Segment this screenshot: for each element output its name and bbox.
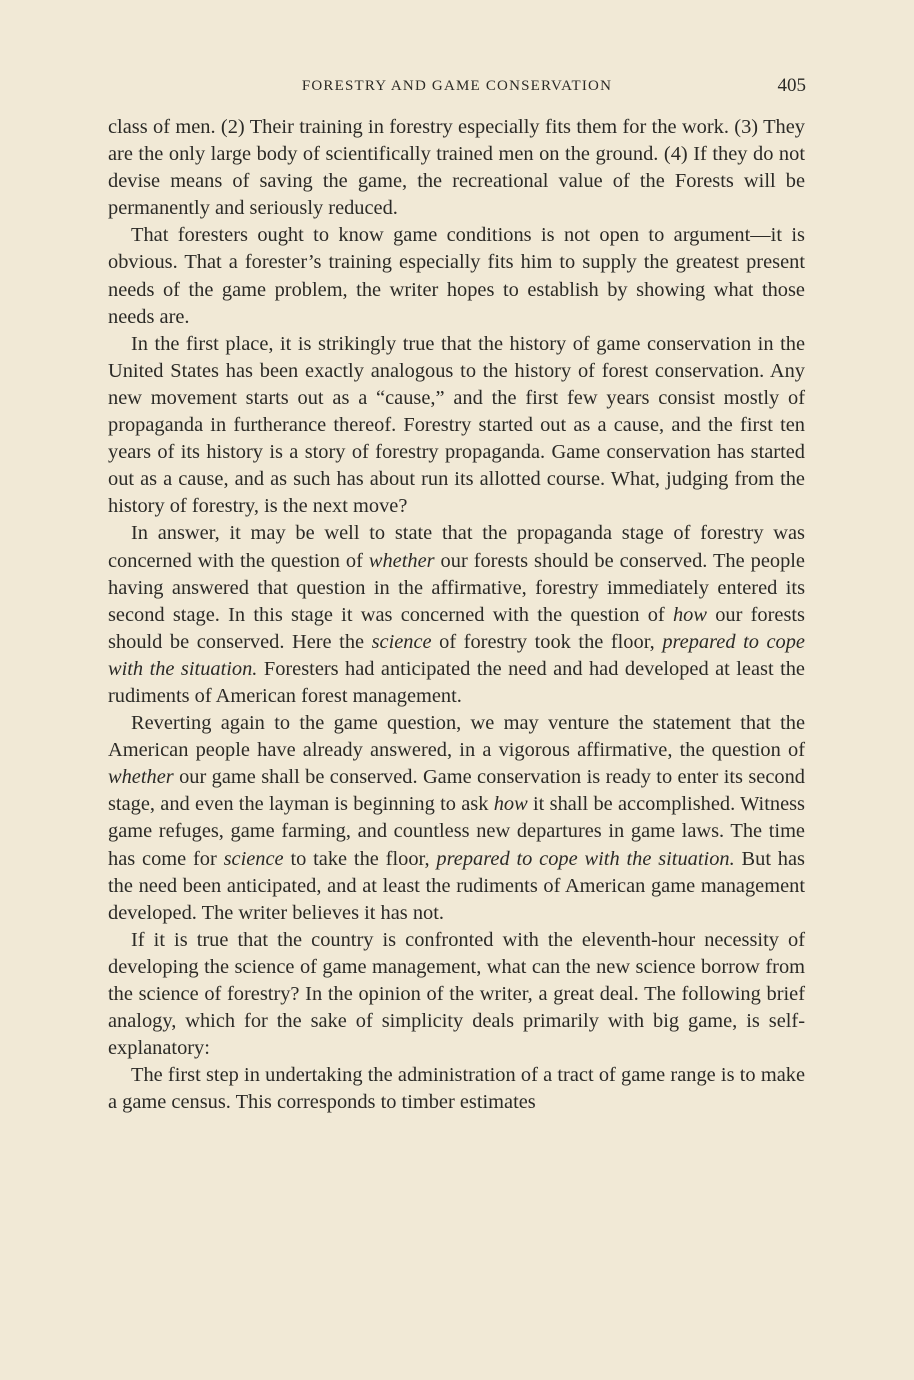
paragraph — [108, 331, 805, 521]
text-run: our forests should be conserved. Here the — [108, 603, 805, 653]
text-run: class of men. (2) Their training in forestry especially fits them for the work. (3) They are the only large body of scientifically trained men on the ground. (4) If they do not devise means of saving the game, the recreational value of the Forests will be permanently and seriously reduced. — [108, 116, 805, 220]
text-run: That foresters ought to know game conditions is not open to argument—it is obvious. That a forester’s training especially fits him to supply the greatest present needs of the game problem, the writer hopes to establish by showing what those needs are. — [108, 224, 805, 328]
page-number: 405 — [777, 75, 806, 96]
italic-text: whether — [368, 549, 435, 572]
text-run: it shall be accomplished. Witness game refuges, game farming, and countless new departures in game laws. The time has come for — [108, 793, 805, 870]
text-run: If it is true that the country is confronted with the eleventh-hour necessity of developing the science of game management, what can the new science borrow from the science of forestry? In the opinion of the writer, a great deal. The following brief analogy, which for the sake of simplicity deals primarily with big game, is self-explanatory: — [108, 928, 805, 1060]
text-run: In the first place, it is strikingly true that the history of game conservation in the United States has been exactly analogous to the history of forest conservation. Any new movement starts out as a “cause,” and the first few years consist mostly of propaganda in furtherance thereof. Forestry started out as a cause, and the first ten years of its history is a story of forestry propaganda. Game conservation has started out as a cause, and as such has about run its allotted course. What, judging from the history of forestry, is the next move? — [108, 332, 805, 518]
italic-text: prepared to cope with the situation. — [436, 847, 735, 870]
body-text — [108, 114, 805, 1116]
text-run: of forestry took the floor, — [431, 630, 663, 653]
paragraph — [108, 114, 805, 222]
text-run: The first step in undertaking the administration of a tract of game range is to make a game census. This corresponds to timber estimates — [108, 1064, 805, 1114]
text-run: our game shall be conserved. Game conservation is ready to enter its second stage, and even the layman is beginning to ask — [108, 766, 805, 816]
running-title: FORESTRY AND GAME CONSERVATION — [301, 78, 613, 94]
paragraph — [108, 520, 805, 710]
italic-text: science — [371, 630, 432, 653]
paragraph — [108, 1062, 805, 1116]
paragraph — [108, 927, 805, 1062]
paragraph — [108, 710, 805, 927]
italic-text: whether — [108, 766, 174, 789]
running-header — [108, 72, 806, 100]
italic-text: how — [672, 603, 707, 626]
text-run: But has the need been anticipated, and at least the rudiments of American game management developed. The writer believes it has not. — [108, 847, 805, 924]
text-run: Foresters had anticipated the need and had developed at least the rudiments of American forest management. — [108, 657, 805, 707]
italic-text: science — [223, 847, 284, 870]
text-run: to take the floor, — [283, 847, 437, 870]
text-run: Reverting again to the game question, we may venture the statement that the American people have already answered, in a vigorous affirmative, the question of — [108, 712, 805, 762]
text-run: In answer, it may be well to state that the propaganda stage of forestry was concerned with the question of — [108, 522, 805, 572]
italic-text: how — [493, 793, 528, 816]
text-run: our forests should be conserved. The people having answered that question in the affirmative, forestry immediately entered its second stage. In this stage it was concerned with the question of — [108, 549, 805, 626]
paragraph — [108, 222, 805, 330]
italic-text: prepared to cope with the situation. — [108, 630, 805, 680]
